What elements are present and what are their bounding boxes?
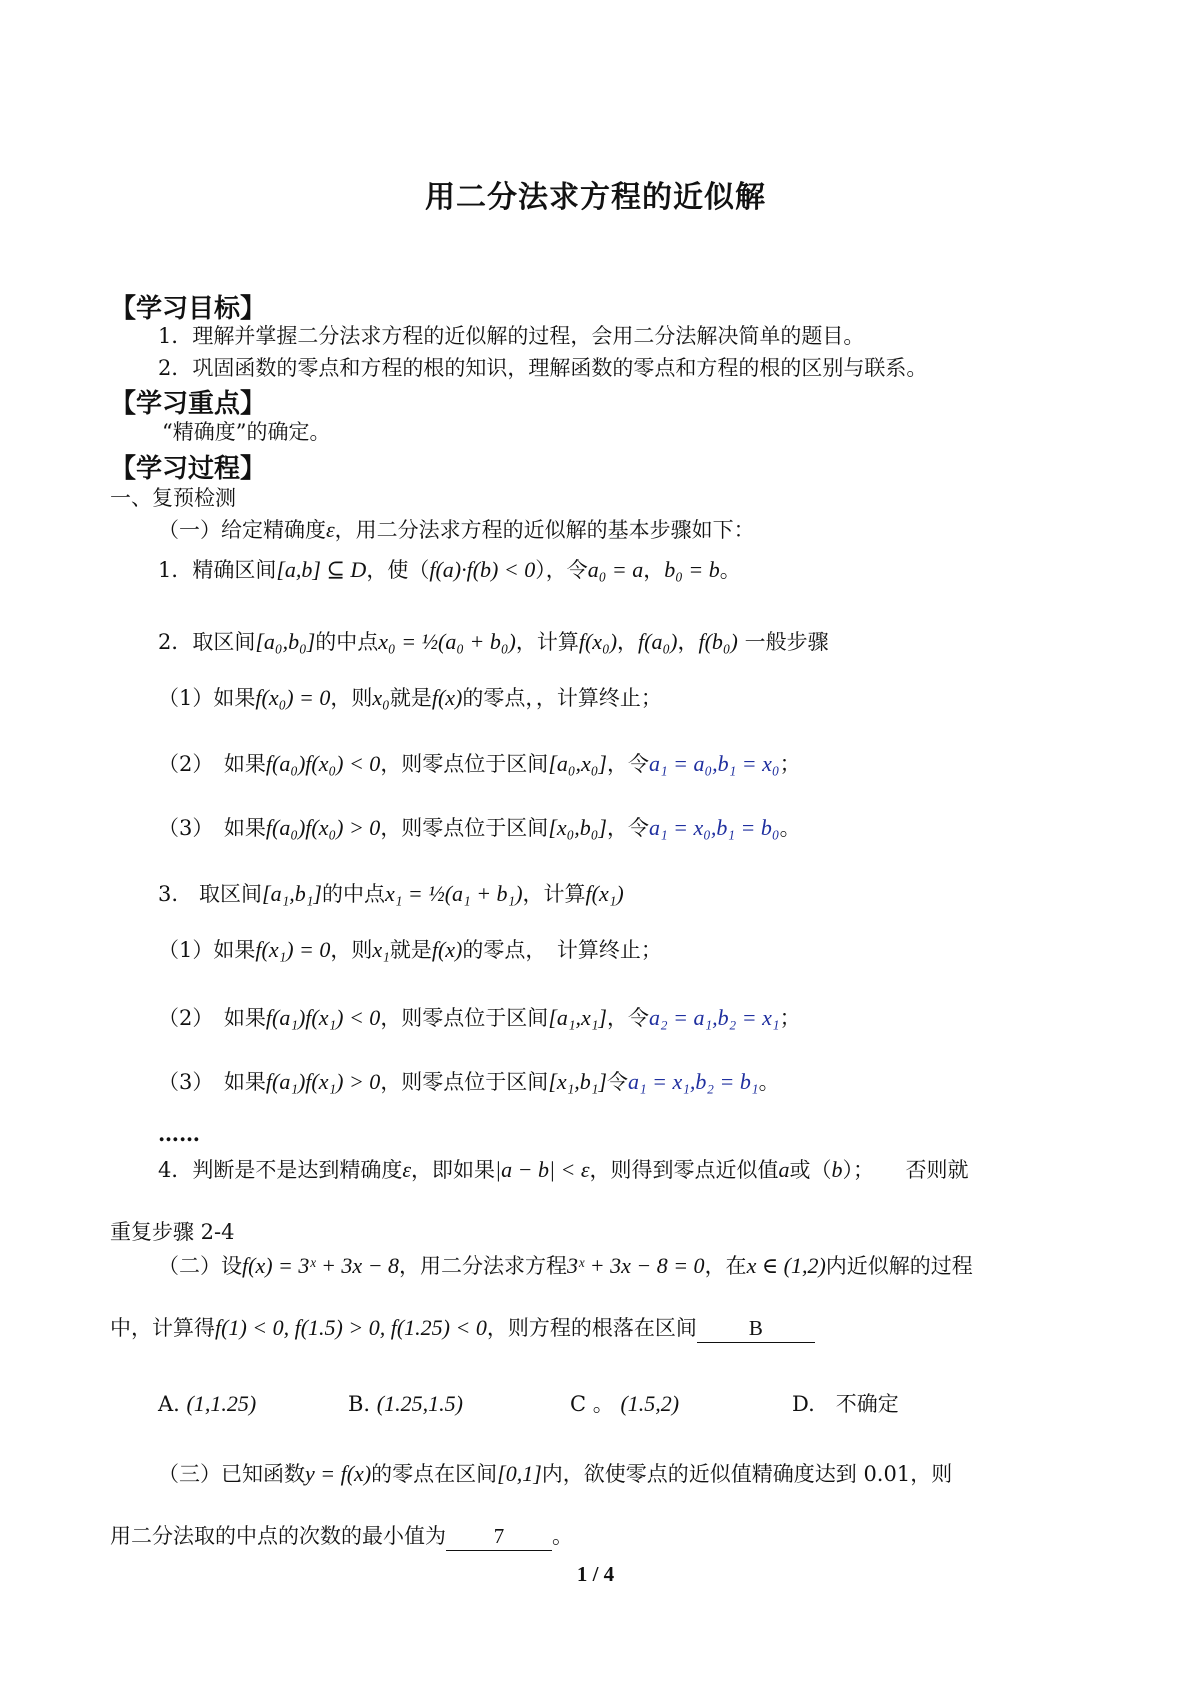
step2-case1-cond: f(x₀) = 0: [255, 685, 331, 710]
step3-case2-interval: [a₁,x₁]: [548, 1005, 607, 1030]
step3-case2-assign: a₂ = a₁,b₂ = x₁: [649, 1005, 780, 1030]
step4-epsilon: ε: [402, 1157, 412, 1182]
key-points-text: “精确度”的确定。: [162, 420, 331, 444]
step3-case3-text-c: 令: [607, 1070, 628, 1094]
part2-values: f(1) < 0, f(1.5) > 0, f(1.25) < 0: [215, 1315, 487, 1340]
step4-text-b: ，即如果: [411, 1158, 496, 1182]
step1-assign-a: a₀ = a: [587, 557, 644, 582]
option-c-label: C 。: [570, 1392, 614, 1416]
part2-line2-text-a: 中，计算得: [110, 1316, 215, 1340]
step3-case3-text-d: 。: [758, 1070, 780, 1094]
section-1-title: 一、复预检测: [110, 486, 236, 510]
step3-case3-interval: [x₁,b₁]: [548, 1069, 607, 1094]
step3-case1-text-c: 就是: [389, 938, 432, 962]
part2-text-c: ，在: [704, 1254, 747, 1278]
option-b: [348, 1390, 463, 1418]
part2-text-d: 内近似解的过程: [825, 1254, 973, 1278]
step3-text-b: 的中点: [321, 882, 385, 906]
key-points-heading: 【学习重点】: [110, 389, 267, 419]
objective-item-2: 2．巩固函数的零点和方程的根的知识，理解函数的零点和方程的根的区别与联系。: [158, 356, 928, 380]
option-c-value: (1.5,2): [620, 1391, 680, 1416]
part2-function: f(x) = 3ˣ + 3x − 8: [242, 1253, 400, 1278]
step2-text-b: 的中点: [315, 630, 379, 654]
step4-text-e: ）； 否则就: [842, 1158, 969, 1182]
part3-interval: [0,1]: [497, 1461, 542, 1486]
part1-intro-b: ，用二分法求方程的近似解的基本步骤如下：: [334, 518, 755, 542]
part3-end: 。: [552, 1524, 573, 1548]
step2-text-e: ，: [677, 630, 699, 654]
step3-f-x1: f(x₁): [585, 881, 624, 906]
page-title: 用二分法求方程的近似解: [425, 180, 766, 215]
step4-value-a: a: [778, 1157, 790, 1182]
step-1: [158, 556, 741, 584]
step2-label: 2．取区间: [158, 630, 256, 654]
step2-text-d: ，: [617, 630, 639, 654]
step-4: [158, 1156, 969, 1184]
step2-case3-text-d: 。: [779, 816, 801, 840]
part2-line2-text-b: ，则方程的根落在区间: [486, 1316, 697, 1340]
step1-condition: f(a)·f(b) < 0: [429, 557, 536, 582]
step2-case3-interval: [x₀,b₀]: [548, 815, 607, 840]
part2-equation: 3ˣ + 3x − 8 = 0: [567, 1253, 705, 1278]
step3-case2-label: （2） 如果: [158, 1006, 266, 1030]
step3-case1-text-d: 的零点， 计算终止；: [462, 938, 662, 962]
step2-case1-label: （1）如果: [158, 686, 256, 710]
step-3: [158, 880, 624, 908]
step3-case-1: [158, 936, 662, 964]
option-d-value: 不确定: [835, 1392, 899, 1416]
step1-text-e: 。: [719, 558, 741, 582]
step2-case1-text-b: ，则: [330, 686, 373, 710]
step2-case-2: [158, 750, 801, 778]
part2-answer-blank: B: [697, 1314, 815, 1343]
step3-case3-label: （3） 如果: [158, 1070, 266, 1094]
option-c: [570, 1390, 679, 1418]
step2-case2-text-c: ，令: [607, 752, 649, 776]
step4-continuation: 重复步骤 2-4: [110, 1220, 235, 1244]
step1-assign-b: b₀ = b: [664, 557, 720, 582]
step3-interval: [a₁,b₁]: [262, 881, 322, 906]
step2-f-x0: f(x₀): [578, 629, 618, 654]
part3-text-c: 内，欲使零点的近似值精确度达到 0.01，则: [541, 1462, 953, 1486]
step1-text-d: ，: [643, 558, 665, 582]
option-b-value: (1.25,1.5): [376, 1391, 463, 1416]
step3-case1-text-b: ，则: [330, 938, 373, 962]
step-2: [158, 628, 829, 656]
part3-answer-blank: 7: [446, 1522, 552, 1551]
step2-case3-cond: f(a₀)f(x₀) > 0: [265, 815, 381, 840]
step3-case3-assign: a₁ = x₁,b₂ = b₁: [628, 1069, 759, 1094]
step2-case1-x: x₀: [372, 685, 390, 710]
step3-text-c: ，计算: [522, 882, 586, 906]
step2-f-a0: f(a₀): [638, 629, 678, 654]
objective-item-1: 1．理解并掌握二分法求方程的近似解的过程，会用二分法解决简单的题目。: [158, 324, 865, 348]
step3-case3-cond: f(a₁)f(x₁) > 0: [265, 1069, 381, 1094]
step2-midpoint: x₀ = ½(a₀ + b₀): [378, 629, 516, 654]
option-b-label: B.: [348, 1392, 371, 1416]
step4-text-d: 或（: [789, 1158, 832, 1182]
step2-case2-cond: f(a₀)f(x₀) < 0: [265, 751, 381, 776]
step3-label: 3. 取区间: [158, 882, 263, 906]
part-3-line-1: [158, 1460, 952, 1488]
step3-case-3: [158, 1068, 780, 1096]
part3-text-a: （三）已知函数: [158, 1462, 305, 1486]
option-a: [158, 1390, 256, 1418]
step2-case2-text-b: ，则零点位于区间: [380, 752, 549, 776]
step2-case2-interval: [a₀,x₀]: [548, 751, 607, 776]
part-2-line-2: [110, 1314, 815, 1343]
step3-case1-cond: f(x₁) = 0: [255, 937, 331, 962]
part-2-line-1: [158, 1252, 973, 1280]
step4-condition: |a − b| < ε: [495, 1157, 590, 1182]
step2-case2-text-d: ；: [779, 752, 801, 776]
step3-case1-x: x₁: [372, 937, 390, 962]
step3-case-2: [158, 1004, 801, 1032]
step2-case1-text-d: 的零点，，计算终止；: [462, 686, 662, 710]
step2-case3-label: （3） 如果: [158, 816, 266, 840]
step2-case-1: [158, 684, 662, 712]
option-a-label: A.: [158, 1392, 180, 1416]
step3-case2-cond: f(a₁)f(x₁) < 0: [265, 1005, 381, 1030]
step2-case2-assign: a₁ = a₀,b₁ = x₀: [649, 751, 780, 776]
part2-text-a: （二）设: [158, 1254, 242, 1278]
step1-text-b: ，使（: [366, 558, 430, 582]
step2-text-f: 一般步骤: [737, 630, 829, 654]
part1-intro-a: （一）给定精确度: [158, 518, 326, 542]
step2-case1-f: f(x): [431, 685, 463, 710]
step2-case3-assign: a₁ = x₀,b₁ = b₀: [649, 815, 780, 840]
part2-domain: x ∈ (1,2): [746, 1253, 826, 1278]
part3-line2-text: 用二分法取的中点的次数的最小值为: [110, 1524, 446, 1548]
part1-intro: [158, 516, 755, 544]
step2-f-b0: f(b₀): [698, 629, 738, 654]
step3-midpoint: x₁ = ½(a₁ + b₁): [384, 881, 523, 906]
step4-text-c: ，则得到零点近似值: [589, 1158, 779, 1182]
step1-text-c: ），令: [535, 558, 588, 582]
process-heading: 【学习过程】: [110, 454, 267, 484]
ellipsis: ……: [158, 1121, 200, 1146]
step3-case1-f: f(x): [431, 937, 463, 962]
epsilon-symbol: ε: [326, 517, 335, 542]
page-number: 1 / 4: [576, 1562, 615, 1586]
step4-value-b: b: [831, 1157, 843, 1182]
part3-text-b: 的零点在区间: [371, 1462, 498, 1486]
step2-case3-text-b: ，则零点位于区间: [380, 816, 549, 840]
step2-case2-label: （2） 如果: [158, 752, 266, 776]
step2-case-3: [158, 814, 801, 842]
part-3-line-2: [110, 1522, 573, 1551]
step3-case2-text-c: ，令: [607, 1006, 649, 1030]
step3-case2-text-b: ，则零点位于区间: [380, 1006, 549, 1030]
step2-interval: [a₀,b₀]: [255, 629, 316, 654]
step3-case2-text-d: ；: [779, 1006, 801, 1030]
step3-case3-text-b: ，则零点位于区间: [380, 1070, 549, 1094]
option-d-label: D.: [792, 1392, 815, 1416]
step1-label: 1．精确区间: [158, 558, 277, 582]
part2-text-b: ，用二分法求方程: [399, 1254, 568, 1278]
option-d: [792, 1390, 899, 1418]
part3-function: y = f(x): [305, 1461, 372, 1486]
step2-case1-text-c: 就是: [389, 686, 432, 710]
step2-text-c: ，计算: [515, 630, 579, 654]
step4-label: 4．判断是不是达到精确度: [158, 1158, 403, 1182]
step2-case3-text-c: ，令: [607, 816, 649, 840]
step3-case1-label: （1）如果: [158, 938, 256, 962]
step1-interval: [a,b] ⊆ D: [276, 557, 367, 582]
option-a-value: (1,1.25): [186, 1391, 257, 1416]
objectives-heading: 【学习目标】: [110, 294, 267, 324]
